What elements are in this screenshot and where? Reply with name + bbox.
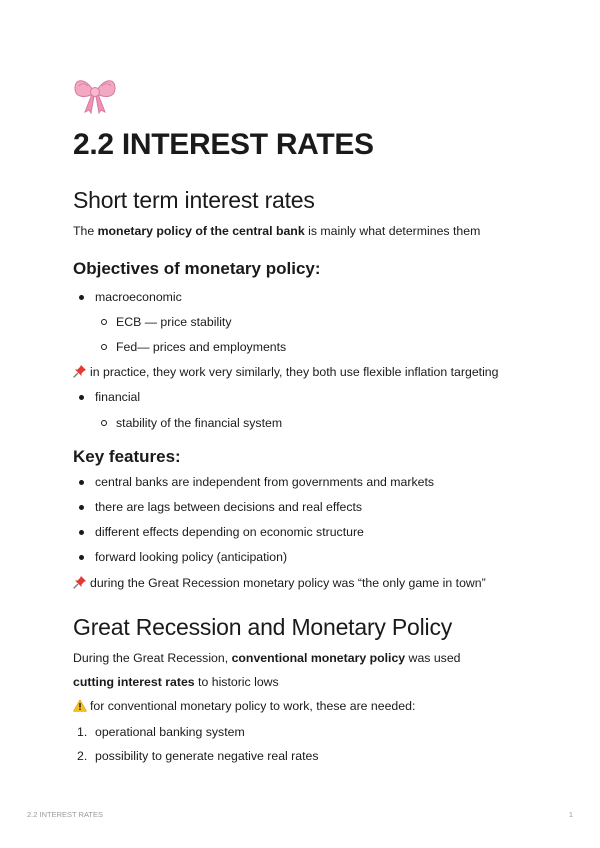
note-text: in practice, they work very similarly, they both use flexible inflation targeting [90,365,499,379]
list-item: there are lags between decisions and real effects [95,500,363,514]
sub-bullet-marker [101,319,107,325]
note-text: during the Great Recession monetary policy was “the only game in town” [90,576,486,590]
line-bold: conventional monetary policy [231,651,406,665]
page-number: 1 [568,810,573,819]
intro-bold: monetary policy of the central bank [97,224,305,238]
great-recession-line2 [73,674,279,690]
pushpin-icon [73,575,87,589]
numbered-item: operational banking system [95,725,245,739]
sub-bullet-marker [101,344,107,350]
warning-icon [73,699,87,712]
bullet-marker [79,555,84,560]
bullet-marker [79,530,84,535]
line-text-end: to historic lows [194,675,279,689]
warning-text: for conventional monetary policy to work, these are needed: [90,699,416,713]
sub-bullet-marker [101,420,107,426]
footer-title: 2.2 INTEREST RATES [27,810,103,819]
bullet-marker [79,505,84,510]
pushpin-icon [73,364,87,378]
ribbon-bow-icon [73,74,117,114]
sub-list-item: Fed— prices and employments [116,340,287,354]
page-title: 2.2 INTEREST RATES [73,128,374,161]
callout-note [73,575,486,591]
warning-note [73,698,415,714]
intro-text: The [73,224,98,238]
callout-note [73,364,499,380]
list-item: macroeconomic [95,290,182,304]
sub-list-item: ECB — price stability [116,315,232,329]
list-number: 2. [77,749,88,763]
line-bold: cutting interest rates [73,675,195,689]
bullet-marker [79,295,84,300]
list-item: central banks are independent from governments and markets [95,475,435,489]
numbered-item: possibility to generate negative real rates [95,749,319,763]
list-item: different effects depending on economic structure [95,525,364,539]
list-number: 1. [77,725,88,739]
list-item: forward looking policy (anticipation) [95,550,288,564]
line-text-end: was used [405,651,461,665]
subsection-heading-key-features: Key features: [73,447,181,466]
bullet-marker [79,395,84,400]
section-heading-great-recession: Great Recession and Monetary Policy [73,614,453,640]
bullet-marker [79,480,84,485]
line-text: During the Great Recession, [73,651,232,665]
section-heading-short-term: Short term interest rates [73,187,315,213]
intro-text-end: is mainly what determines them [304,224,481,238]
great-recession-line1 [73,650,461,666]
sub-list-item: stability of the financial system [116,416,283,430]
short-term-intro [73,223,480,239]
subsection-heading-objectives: Objectives of monetary policy: [73,259,321,278]
list-item: financial [95,390,141,404]
